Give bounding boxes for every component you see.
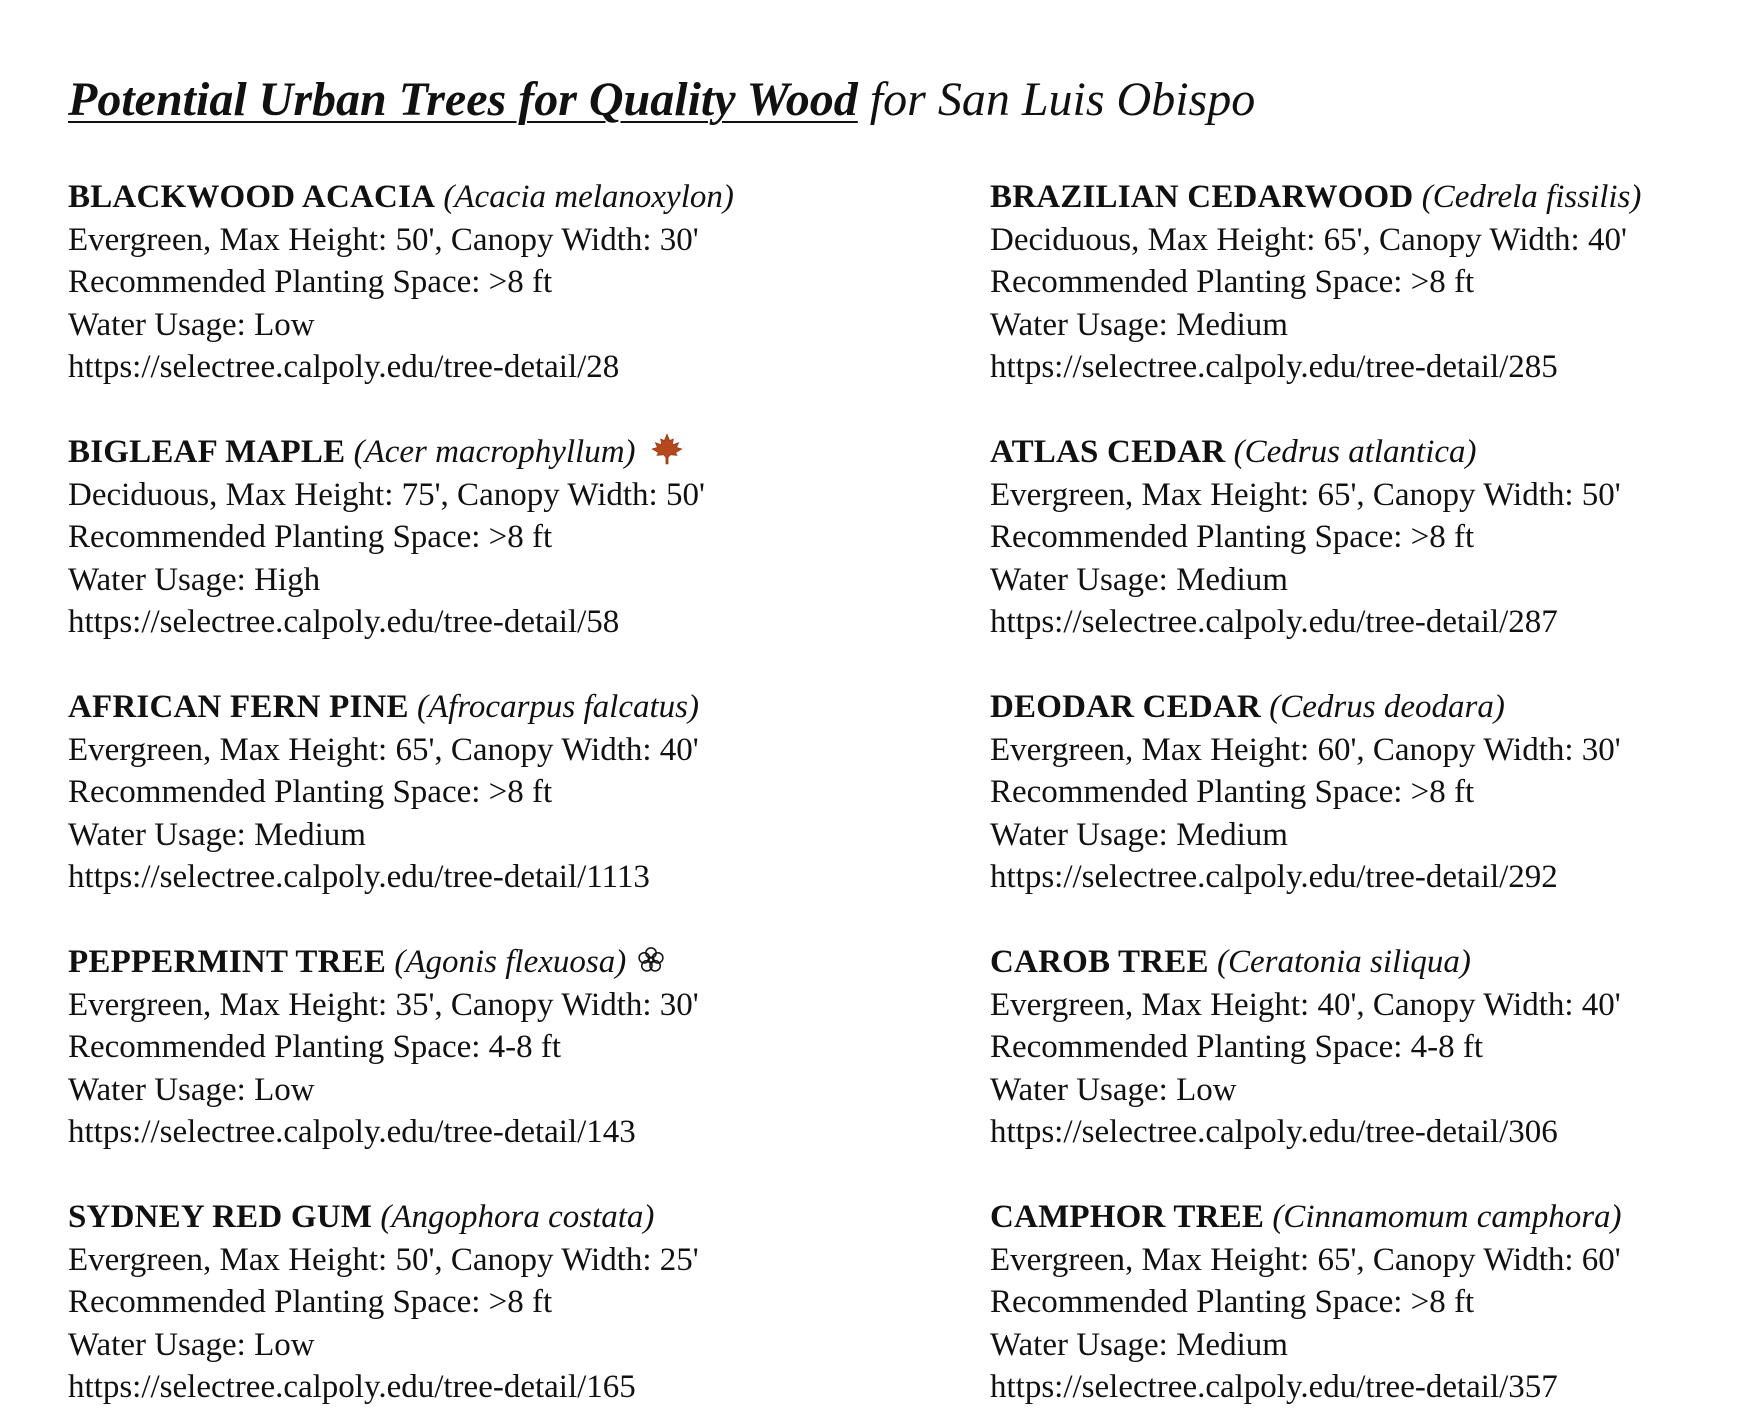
planting-space: Recommended Planting Space: >8 ft xyxy=(68,519,553,555)
tree-detail-link[interactable]: https://selectree.calpoly.edu/tree-detail/306 xyxy=(990,1114,1558,1150)
tree-entry-sydney-red-gum xyxy=(68,1196,908,1409)
maple-leaf-icon xyxy=(650,432,684,466)
common-name: BRAZILIAN CEDARWOOD xyxy=(990,179,1414,215)
tree-specs: Deciduous, Max Height: 65', Canopy Width: 40' xyxy=(990,221,1627,258)
tree-specs: Evergreen, Max Height: 65', Canopy Width: 50' xyxy=(990,476,1621,513)
tree-specs: Deciduous, Max Height: 75', Canopy Width: 50' xyxy=(68,476,705,513)
tree-specs: Evergreen, Max Height: 60', Canopy Width: 30' xyxy=(990,731,1621,768)
title-main: Potential Urban Trees for Quality Wood xyxy=(68,73,858,126)
planting-space: Recommended Planting Space: >8 ft xyxy=(68,264,553,300)
common-name: BIGLEAF MAPLE xyxy=(68,434,346,470)
tree-heading xyxy=(68,176,908,219)
tree-heading xyxy=(990,176,1754,219)
tree-detail-link[interactable]: https://selectree.calpoly.edu/tree-detail/285 xyxy=(990,349,1558,385)
tree-heading xyxy=(68,686,908,729)
tree-heading xyxy=(68,941,908,984)
common-name: ATLAS CEDAR xyxy=(990,434,1226,470)
tree-entry-carob-tree xyxy=(990,941,1754,1154)
page-title xyxy=(68,72,1255,127)
left-column xyxy=(68,176,908,1409)
tree-entry-atlas-cedar xyxy=(990,431,1754,644)
water-usage: Water Usage: High xyxy=(68,561,321,598)
water-usage: Water Usage: Low xyxy=(68,1326,315,1363)
scientific-name: (Acer macrophyllum) xyxy=(353,434,636,470)
planting-space: Recommended Planting Space: >8 ft xyxy=(990,1284,1475,1320)
tree-heading xyxy=(68,1196,908,1239)
water-usage: Water Usage: Low xyxy=(990,1071,1237,1108)
tree-specs: Evergreen, Max Height: 65', Canopy Width: 40' xyxy=(68,731,699,768)
tree-detail-link[interactable]: https://selectree.calpoly.edu/tree-detail/1113 xyxy=(68,859,650,895)
scientific-name: (Afrocarpus falcatus) xyxy=(416,689,699,725)
common-name: AFRICAN FERN PINE xyxy=(68,689,409,725)
tree-detail-link[interactable]: https://selectree.calpoly.edu/tree-detail/165 xyxy=(68,1369,636,1405)
tree-specs: Evergreen, Max Height: 65', Canopy Width: 60' xyxy=(990,1241,1621,1278)
common-name: DEODAR CEDAR xyxy=(990,689,1261,725)
tree-detail-link[interactable]: https://selectree.calpoly.edu/tree-detail/292 xyxy=(990,859,1558,895)
planting-space: Recommended Planting Space: >8 ft xyxy=(990,519,1475,555)
tree-entry-african-fern-pine xyxy=(68,686,908,899)
tree-specs: Evergreen, Max Height: 35', Canopy Width: 30' xyxy=(68,986,699,1023)
tree-specs: Evergreen, Max Height: 50', Canopy Width: 25' xyxy=(68,1241,699,1278)
common-name: BLACKWOOD ACACIA xyxy=(68,179,436,215)
tree-entry-brazilian-cedarwood xyxy=(990,176,1754,389)
tree-heading xyxy=(990,431,1754,474)
water-usage: Water Usage: Low xyxy=(68,306,315,343)
title-location: for San Luis Obispo xyxy=(857,73,1256,126)
common-name: SYDNEY RED GUM xyxy=(68,1199,373,1235)
scientific-name: (Acacia melanoxylon) xyxy=(443,179,734,215)
tree-heading xyxy=(990,686,1754,729)
flower-icon xyxy=(636,945,666,975)
tree-entry-deodar-cedar xyxy=(990,686,1754,899)
planting-space: Recommended Planting Space: >8 ft xyxy=(990,264,1475,300)
scientific-name: (Cedrela fissilis) xyxy=(1421,179,1642,215)
common-name: CAROB TREE xyxy=(990,944,1209,980)
planting-space: Recommended Planting Space: 4-8 ft xyxy=(68,1029,562,1065)
tree-heading xyxy=(990,1196,1754,1239)
tree-detail-link[interactable]: https://selectree.calpoly.edu/tree-detail/357 xyxy=(990,1369,1558,1405)
tree-detail-link[interactable]: https://selectree.calpoly.edu/tree-detail/143 xyxy=(68,1114,636,1150)
planting-space: Recommended Planting Space: 4-8 ft xyxy=(990,1029,1484,1065)
tree-heading xyxy=(68,431,908,474)
tree-entry-peppermint-tree xyxy=(68,941,908,1154)
planting-space: Recommended Planting Space: >8 ft xyxy=(68,774,553,810)
tree-detail-link[interactable]: https://selectree.calpoly.edu/tree-detail/28 xyxy=(68,349,620,385)
scientific-name: (Cedrus atlantica) xyxy=(1233,434,1477,470)
common-name: CAMPHOR TREE xyxy=(990,1199,1265,1235)
tree-specs: Evergreen, Max Height: 50', Canopy Width: 30' xyxy=(68,221,699,258)
planting-space: Recommended Planting Space: >8 ft xyxy=(990,774,1475,810)
scientific-name: (Cedrus deodara) xyxy=(1269,689,1505,725)
water-usage: Water Usage: Medium xyxy=(990,1326,1288,1363)
tree-entry-camphor-tree xyxy=(990,1196,1754,1409)
common-name: PEPPERMINT TREE xyxy=(68,944,387,980)
tree-detail-link[interactable]: https://selectree.calpoly.edu/tree-detail/287 xyxy=(990,604,1558,640)
tree-entry-bigleaf-maple xyxy=(68,431,908,644)
planting-space: Recommended Planting Space: >8 ft xyxy=(68,1284,553,1320)
scientific-name: (Angophora costata) xyxy=(380,1199,655,1235)
right-column xyxy=(990,176,1754,1409)
water-usage: Water Usage: Medium xyxy=(990,306,1288,343)
tree-detail-link[interactable]: https://selectree.calpoly.edu/tree-detail/58 xyxy=(68,604,620,640)
water-usage: Water Usage: Low xyxy=(68,1071,315,1108)
water-usage: Water Usage: Medium xyxy=(990,561,1288,598)
tree-entry-blackwood-acacia xyxy=(68,176,908,389)
scientific-name: (Cinnamomum camphora) xyxy=(1272,1199,1622,1235)
tree-heading xyxy=(990,941,1754,984)
water-usage: Water Usage: Medium xyxy=(990,816,1288,853)
scientific-name: (Agonis flexuosa) xyxy=(394,944,627,980)
scientific-name: (Ceratonia siliqua) xyxy=(1216,944,1471,980)
water-usage: Water Usage: Medium xyxy=(68,816,366,853)
tree-specs: Evergreen, Max Height: 40', Canopy Width: 40' xyxy=(990,986,1621,1023)
